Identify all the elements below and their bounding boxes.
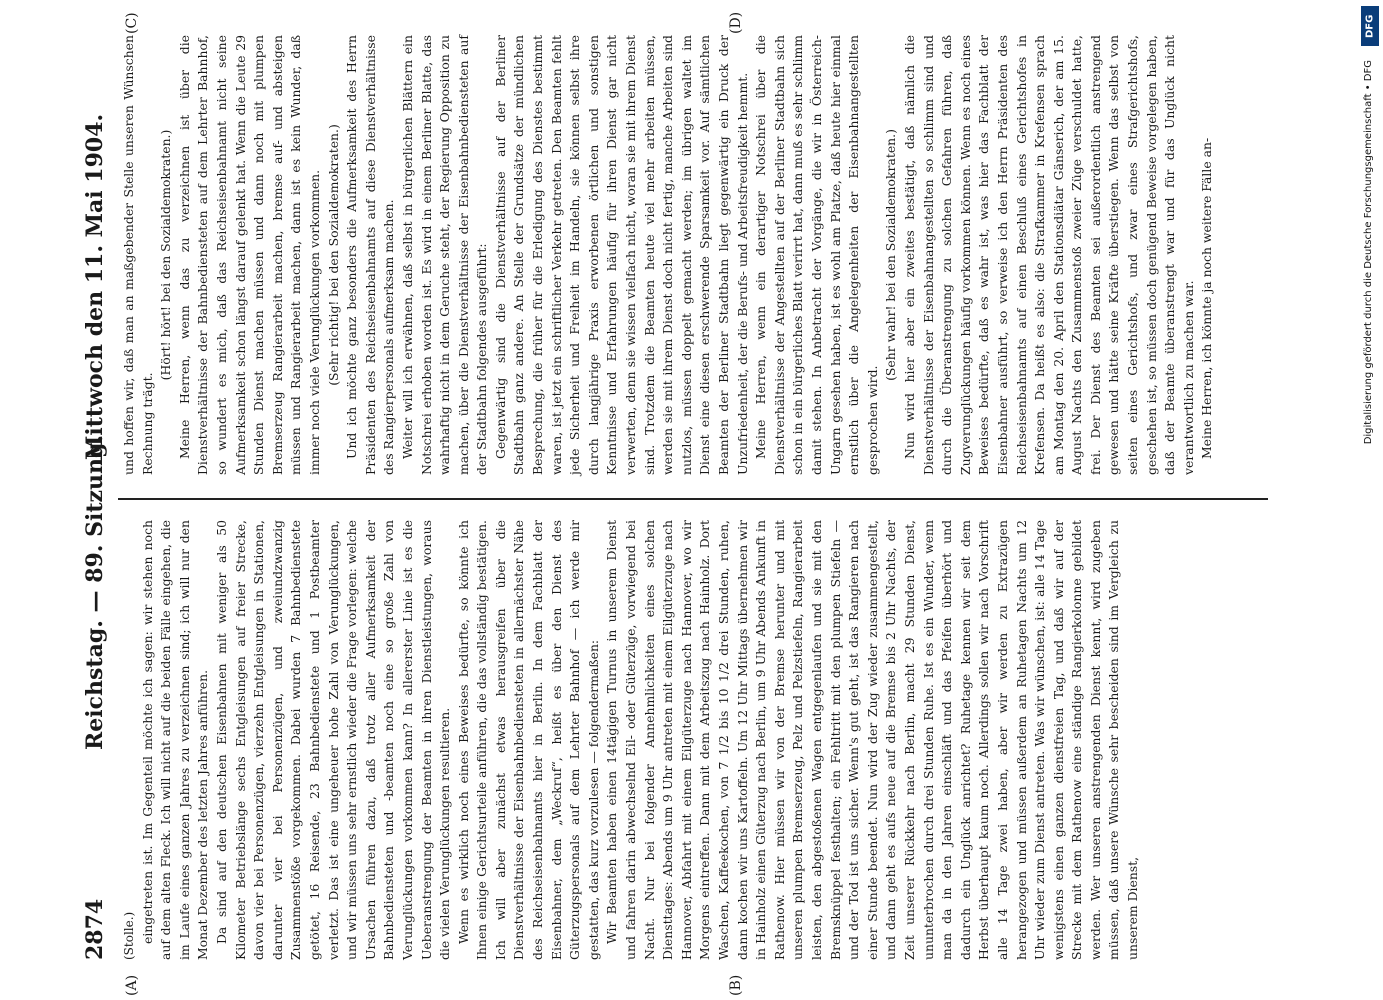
interjection: (Sehr richtig! bei den Sozialdemokraten.)	[325, 124, 341, 386]
margin-marker-a: (A)	[124, 974, 140, 996]
paragraph: Meine Herren, ich könnte ja noch weitere Fälle an-	[1199, 137, 1215, 459]
left-text-column	[120, 520, 1143, 960]
margin-marker-b: (B)	[728, 974, 744, 996]
interjection: (Hört! hört! bei den Sozialdemokraten.)	[158, 129, 174, 381]
paragraph: Wir Beamten haben einen 14tägigen Turnus in unserem Dienst und fahren darin abwechselnd Eil- oder Güterzüge, vorwiegend bei Nacht. Nur bei folgender Annehmlichkeiten eines solchen Diensttages: Abends um 9 Uhr antreten mit einem Eilgüterzuge nach Hannover, Abfahrt mit einem Eilgüterzuge nach Hannover, wo wir Morgens eintreffen. Dann mit dem Arbeitszug nach Hainholz. Dort Waschen, Kaffeekochen, von 7 1/2 bis 10 1/2 drei Stunden, ruhen, dann kochen wir uns Kartoffeln. Um 12 Uhr Mittags übernehmen wir in Hainholz einen Güterzug nach Berlin, um 9 Uhr Abends Ankunft in Rathenow. Hier müssen wir von der Bremse herunter und mit unseren plumpen Bremserzeug, Pelz und Pelzstiefeln, Rangierarbeit leisten, den abgestoßenen Wagen entgegenlaufen und sie mit den Bremsknüppel festhalten; ein Fehltritt mit den plumpen Stiefeln — und der Tod ist uns sicher. Wenn's gut geht, ist das Rangieren nach einer Stunde beendet. Nun wird der Zug wieder zusammengestellt, und dann geht es aufs neue auf die Bremse bis 2 Uhr Nachts, der Zeit unserer Rückkehr nach Berlin, macht 29 Stunden Dienst, ununterbrochen durch drei Stunden Ruhe. Ist es ein Wunder, wenn man da in den Jahren einschläft und das Pfeifen überhört und dadurch ein Unglück anrichtet? Ruhetage kennen wir seit dem Herbst überhaupt kaum noch. Allerdings sollen wir nach Vorschrift alle 14 Tage zwei haben, aber wir werden zu Extrazügen herangezogen und müssen außerdem an Ruhetagen Nachts um 12 Uhr wieder zum Dienst antreten. Was wir wünschen, ist: alle 14 Tage wenigstens einen ganzen dienstfreien Tag, und daß wir auf der Strecke mit dem Rathenow eine ständige Rangierkolonne gebildet werden. Wer unseren anstrengenden Dienst kennt, wird zugeben müssen, daß unsere Wünsche sehr bescheiden sind im Vergleich zu unserem Dienst,	[604, 520, 1141, 960]
paragraph: Meine Herren, wenn ein derartiger Notschrei über die Dienstverhältnisse der Angestellten auf der Berliner Stadtbahn sich schon in ein bürgerliches Blatt verirrt hat, dann muß es sehr schlimm damit stehen. In Anbetracht der Vorgänge, die wir in Österreich-Ungarn gesehen haben, ist es wohl am Platze, daß heute hier einmal ernstlich über die Angelegenheiten der Eisenbahnangestellten gesprochen wird.	[753, 35, 880, 475]
digitization-footer	[1359, 0, 1383, 1000]
paragraph: Und ich möchte ganz besonders die Aufmerksamkeit des Herrn Präsidenten des Reichseisenbahnamts auf diese Dienstverhältnisse des Rangierpersonals aufmerksam machen.	[344, 35, 397, 475]
paragraph: Wenn es wirklich noch eines Beweises bedürfte, so könnte ich Ihnen einige Gerichtsurteile anführen, die das vollständig bestätigen. Ich will aber zunächst etwas herausgreifen über die Dienstverhältnisse der Eisenbahnbediensteten in allernächster Nähe des Reichseisenbahnamts hier in Berlin. In dem Fachblatt der Eisenbahner, dem „Weckruf“, heißt es über den Dienst des Güterzugspersonals auf dem Lehrter Bahnhof — ich werde mir gestatten, das kurz vorzulesen — folgendermaßen:	[455, 520, 601, 960]
margin-marker-c: (C)	[124, 12, 140, 34]
dfg-logo-icon: DFG	[1361, 6, 1379, 46]
paragraph: Nun wird hier aber ein zweites bestätigt, daß nämlich die Dienstverhältnisse der Eisenbahnangestellten so schlimm sind und durch die Überanstrengung zu solchen Gefahren führen, daß Zugverunglückungen häufig vorkommen können. Wenn es noch eines Beweises bedürfte, daß es wahr ist, was hier das Fachblatt der Eisenbahner ausführt, so verweise ich den Herrn Präsidenten des Reichseisenbahnamts auf einen Beschluß eines Gerichtshofes in Krefensen. Da heißt es also: die Strafkammer in Krefensen sprach am Montag den 20. April den Stationsdiätar Gänserich, der am 15. August Nachts den Zusammenstoß zweier Züge verschuldet hatte, frei. Der Dienst des Beamten sei außerordentlich anstrengend gewesen und hätte seine Kräfte überstiegen. Wenn das selbst von seiten eines Gerichtshofs, und zwar eines Strafgerichtshofs, geschehen ist, so müssen doch genügend Beweise vorgelegen haben, daß der Beamte überanstrengt war und für das Unglück nicht verantwortlich zu machen war.	[901, 35, 1196, 475]
header-session-title: Reichstag. — 89. Sitzung.	[82, 434, 108, 750]
rotated-print-sheet	[28, 0, 1348, 1000]
paragraph: Weiter will ich erwähnen, daß selbst in bürgerlichen Blättern ein Notschrei erhoben worden ist. Es wird in einem Berliner Blatte, das wahrhaftig nicht in dem Geruche steht, der Regierung Opposition zu machen, über die Dienstverhältnisse der Eisenbahnbediensteten auf der Stadtbahn folgendes ausgeführt:	[399, 35, 490, 475]
digitization-credit: Digitalisierung gefördert durch die Deutsche Forschungsgemeinschaft • DFG	[1363, 60, 1374, 445]
header-date-title: Mittwoch den 11. Mai 1904.	[82, 113, 108, 460]
page-number: 2874	[82, 898, 108, 960]
paragraph: Da sind auf den deutschen Eisenbahnen mit weniger als 50 Kilometer Betriebslänge sechs Entgleisungen auf freier Strecke, davon vier bei Personenzügen, vierzehn Entgleisungen in Stationen, darunter vier bei Personenzügen, und zweiundzwanzig Zusammenstöße vorgekommen. Dabei wurden 7 Bahnbedienstete getötet, 16 Reisende, 23 Bahnbedienstete und 1 Postbeamter verletzt. Das ist eine ungeheuer hohe Zahl von Verunglückungen, und wir müssen uns sehr ernstlich wieder die Frage vorlegen: welche Ursachen führen dazu, daß trotz aller Aufmerksamkeit der Bahnbediensteten und -beamten noch eine so große Zahl von Verunglückungen vorkommen kann? In allererster Linie ist es die Ueberanstrengung der Beamten in ihren Dienstleistungen, woraus die vielen Verunglückungen resultieren.	[213, 520, 453, 960]
page-header	[78, 0, 114, 1000]
paragraph: Meine Herren, wenn das zu verzeichnen ist über die Dienstverhältnisse der Bahnbediensteten auf dem Lehrter Bahnhof, so wundert es mich, daß das Reichseisenbahnamt nicht seine Aufmerksamkeit schon längst darauf gelenkt hat. Wenn die Leute 29 Stunden Dienst machen müssen und dann noch mit plumpen Bremserzeug Rangierarbeit machen, bremse auf- und absteigen müssen und Rangierarbeit machen, dann ist es kein Wunder, daß immer noch viele Verunglückungen vorkommen.	[176, 35, 322, 475]
paragraph: eingetreten ist. Im Gegenteil möchte ich sagen: wir stehen noch auf dem alten Fleck. Ich will nicht auf die beiden Fälle eingehen, die im Laufe eines ganzen Jahres zu verzeichnen sind; ich will nur den Monat Dezember des letzten Jahres anführen.	[139, 520, 211, 960]
column-divider	[118, 498, 1268, 500]
speaker-label: (Stolle.)	[122, 911, 136, 960]
paragraph: und hoffen wir, daß man an maßgebender Stelle unseren Wünschen Rechnung trägt.	[121, 35, 155, 475]
interjection: (Sehr wahr! bei den Sozialdemokraten.)	[883, 129, 899, 381]
paragraph: Gegenwärtig sind die Dienstverhältnisse auf der Berliner Stadtbahn ganz andere. An Stelle der Grundsätze der mündlichen Besprechung, die früher für die Erledigung des Dienstes bestimmt waren, ist jetzt ein schriftlicher Verkehr getreten. Den Beamten fehlt jede Sicherheit und Freiheit im Handeln, sie können selbst ihre durch langjährige Praxis erworbenen örtlichen und sonstigen Kenntnisse und Erfahrungen häufig für ihren Dienst gar nicht verwerten, denn sie wissen vielfach nicht, woran sie mit ihrem Dienst sind. Trotzdem die Beamten heute viel mehr arbeiten müssen, werden sie mit ihrem Dienst doch nicht fertig, manche Arbeiten sind nutzlos, müssen doppelt gemacht werden; im übrigen waltet im Dienst eine diesen erschwerende Sparsamkeit vor. Auf sämtlichen Beamten der Berliner Stadtbahn liegt gegenwärtig ein Druck der Unzufriedenheit, der die Berufs- und Arbeitsfreudigkeit hemmt.	[492, 35, 750, 475]
margin-marker-d: (D)	[728, 11, 744, 34]
right-text-column	[120, 35, 1217, 475]
